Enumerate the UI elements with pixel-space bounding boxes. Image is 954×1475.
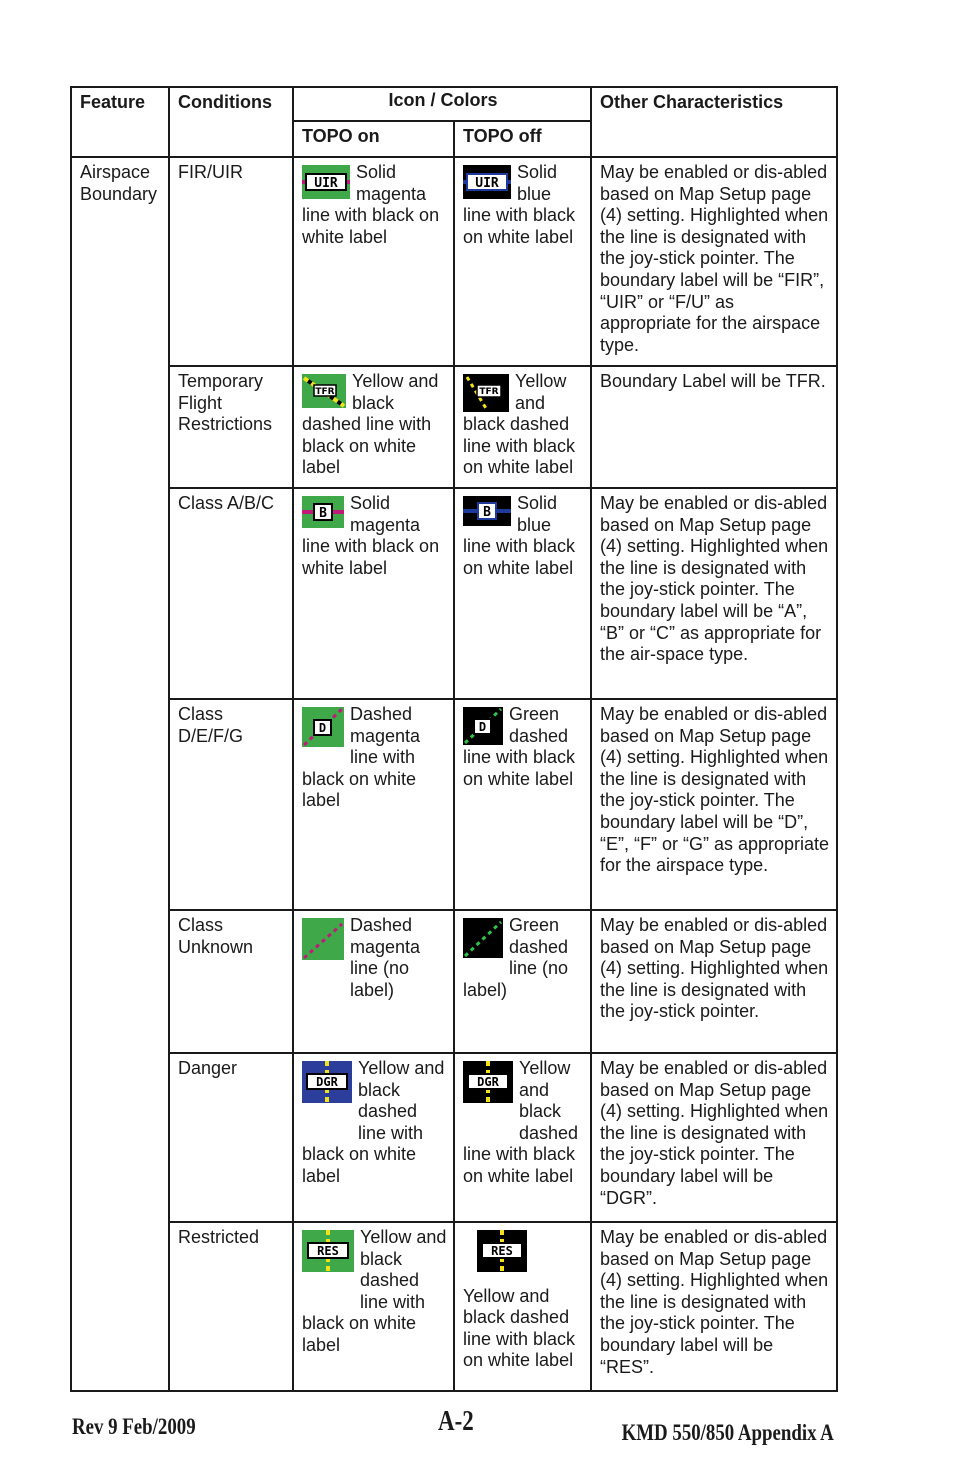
tfr-topo-icon <box>302 374 346 408</box>
header-feature: Feature <box>71 87 169 157</box>
uir-magenta-icon <box>302 165 350 199</box>
svg-text:UIR: UIR <box>314 176 338 191</box>
header-conditions: Conditions <box>169 87 293 157</box>
table-row <box>71 1222 837 1391</box>
class-d-green-icon <box>463 707 503 745</box>
svg-text:DGR: DGR <box>477 1075 499 1089</box>
svg-text:B: B <box>319 506 327 521</box>
topo-off-description: Green dashed line with black on white label <box>463 704 576 789</box>
topo-on-description: Solid magenta line with black on white label <box>302 493 440 578</box>
other-characteristics-cell: May be enabled or dis-abled based on Map Setup page (4) setting. Highlighted when the line is designated with the joy-stick pointer. The boundary label will be “A”, “B” or “C” as appropriate for the air-space type. <box>591 488 837 699</box>
header-topo-on: TOPO on <box>293 121 454 157</box>
condition-cell: Class Unknown <box>169 910 293 1053</box>
topo-off-description: Solid blue line with black on white label <box>463 493 576 578</box>
footer-document-title: KMD 550/850 Appendix A <box>621 1420 834 1445</box>
other-characteristics-cell: Boundary Label will be TFR. <box>591 366 837 488</box>
topo-on-description: Yellow and black dashed line with black on white label <box>302 1227 447 1355</box>
res-topo-icon <box>302 1230 354 1272</box>
other-characteristics-cell: May be enabled or dis-abled based on Map Setup page (4) setting. Highlighted when the line is designated with the joy-stick pointer. <box>591 910 837 1053</box>
table-row <box>71 488 837 699</box>
feature-cell: Airspace Boundary <box>71 157 169 1391</box>
condition-cell: FIR/UIR <box>169 157 293 366</box>
unknown-magenta-icon <box>302 918 344 960</box>
topo-on-description: Dashed magenta line with black on white label <box>302 704 421 811</box>
condition-cell: Temporary Flight Restrictions <box>169 366 293 488</box>
topo-on-description: Yellow and black dashed line with black on white label <box>302 371 439 478</box>
svg-text:D: D <box>318 721 327 735</box>
header-topo-off: TOPO off <box>454 121 591 157</box>
condition-cell: Class A/B/C <box>169 488 293 699</box>
tfr-black-icon <box>463 374 509 412</box>
class-b-blue-icon <box>463 496 511 526</box>
topo-on-description: Solid magenta line with black on white label <box>302 162 440 247</box>
condition-cell: Restricted <box>169 1222 293 1391</box>
topo-off-description: Green dashed line (no label) <box>463 915 569 1000</box>
footer-revision: Rev 9 Feb/2009 <box>72 1414 196 1439</box>
table-row <box>71 910 837 1053</box>
svg-text:TFR: TFR <box>479 387 499 397</box>
other-characteristics-cell: May be enabled or dis-abled based on Map Setup page (4) setting. Highlighted when the line is designated with the joy-stick pointer. The boundary label will be “DGR”. <box>591 1053 837 1222</box>
header-other-characteristics: Other Characteristics <box>591 87 837 157</box>
page-number: A-2 <box>438 1406 474 1437</box>
class-b-magenta-icon <box>302 496 344 528</box>
table-row <box>71 1053 837 1222</box>
table-row <box>71 366 837 488</box>
other-characteristics-cell: May be enabled or dis-abled based on Map Setup page (4) setting. Highlighted when the line is designated with the joy-stick pointer. The boundary label will be “RES”. <box>591 1222 837 1391</box>
topo-off-description: Solid blue line with black on white label <box>463 162 576 247</box>
uir-blue-icon <box>463 165 511 199</box>
dgr-black-icon <box>463 1061 513 1103</box>
topo-off-description: Yellow and black dashed line with black on white label <box>463 371 576 478</box>
header-icon-colors: Icon / Colors <box>293 87 591 121</box>
svg-text:RES: RES <box>317 1244 339 1258</box>
svg-text:DGR: DGR <box>316 1075 338 1089</box>
other-characteristics-cell: May be enabled or dis-abled based on Map Setup page (4) setting. Highlighted when the line is designated with the joy-stick pointer. The boundary label will be “FIR”, “UIR” or “F/U” as appropriate for the airspace type. <box>591 157 837 366</box>
class-d-magenta-icon <box>302 707 344 747</box>
dgr-topo-icon <box>302 1061 352 1103</box>
table-row <box>71 699 837 910</box>
svg-text:UIR: UIR <box>475 176 499 191</box>
topo-off-description: Yellow and black dashed line with black on white label <box>463 1285 576 1371</box>
other-characteristics-cell: May be enabled or dis-abled based on Map Setup page (4) setting. Highlighted when the line is designated with the joy-stick pointer. The boundary label will be “D”, “E”, “F” or “G” as appropriate for the airspace type. <box>591 699 837 910</box>
airspace-legend-table <box>70 86 838 1392</box>
svg-text:B: B <box>483 505 491 520</box>
svg-text:TFR: TFR <box>315 387 335 397</box>
unknown-green-icon <box>463 918 503 958</box>
table-row <box>71 157 837 366</box>
condition-cell: Class D/E/F/G <box>169 699 293 910</box>
res-black-icon <box>477 1230 584 1278</box>
condition-cell: Danger <box>169 1053 293 1222</box>
svg-text:D: D <box>478 720 487 734</box>
svg-text:RES: RES <box>491 1244 513 1258</box>
topo-off-description: Yellow and black dashed line with black on white label <box>463 1058 579 1186</box>
topo-on-description: Yellow and black dashed line with black on white label <box>302 1058 445 1186</box>
topo-on-description: Dashed magenta line (no label) <box>350 915 421 1000</box>
